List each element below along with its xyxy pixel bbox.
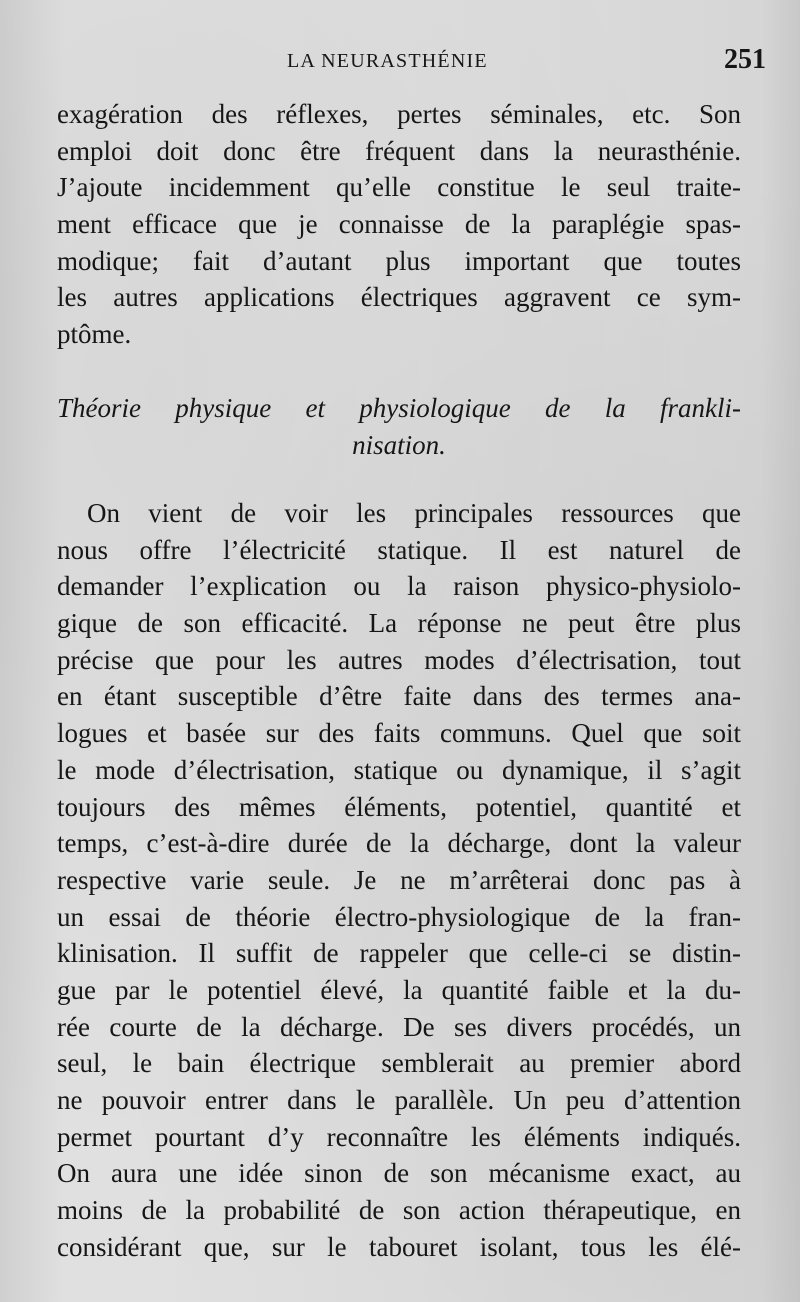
text-line: modique; fait d’autant plus important que toutes: [57, 245, 741, 276]
text-line: un essai de théorie électro-physiologique de la fran-: [57, 901, 741, 932]
text-line: ptôme.: [57, 319, 132, 350]
paragraph: [57, 495, 741, 1265]
text-line: On vient de voir les principales ressources que: [87, 498, 741, 528]
text-line: rée courte de la décharge. De ses divers procédés, un: [57, 1011, 741, 1042]
text-line: temps, c’est-à-dire durée de la décharge, dont la valeur: [57, 828, 741, 859]
text-line: gue par le potentiel élevé, la quantité faible et la du-: [57, 974, 741, 1005]
text-line: toujours des mêmes éléments, potentiel, quantité et: [57, 791, 741, 822]
running-head: [0, 44, 800, 80]
heading-line: nisation.: [352, 429, 446, 460]
text-line: nous offre l’électricité statique. Il est naturel de: [57, 534, 741, 565]
text-line: moins de la probabilité de son action thérapeutique, en: [57, 1195, 741, 1226]
text-line: précise que pour les autres modes d’électrisation, tout: [57, 644, 741, 675]
text-line: exagération des réflexes, pertes séminales, etc. Son: [57, 99, 741, 129]
heading-line: Théorie physique et physiologique de la frankli-: [57, 393, 741, 423]
text-line: les autres applications électriques aggravent ce sym-: [57, 282, 741, 313]
text-line: ne pouvoir entrer dans le parallèle. Un peu d’attention: [57, 1085, 741, 1115]
text-line: ment efficace que je connaisse de la paraplégie spas-: [57, 209, 741, 240]
text-line: klinisation. Il suffit de rappeler que celle-ci se distin-: [57, 938, 741, 969]
text-line: seul, le bain électrique semblerait au premier abord: [57, 1048, 741, 1079]
text-line: en étant susceptible d’être faite dans des termes ana-: [57, 681, 741, 712]
text-line: considérant que, sur le tabouret isolant, tous les élé-: [57, 1231, 741, 1262]
paragraph-continued: [57, 96, 741, 353]
running-title: LA NEURASTHÉNIE: [287, 50, 488, 72]
section-heading: [57, 390, 741, 463]
text-line: le mode d’électrisation, statique ou dynamique, il s’agit: [57, 754, 741, 785]
text-line: On aura une idée sinon de son mécanisme exact, au: [57, 1158, 741, 1189]
text-line: gique de son efficacité. La réponse ne peut être plus: [57, 608, 741, 639]
page-number: 251: [724, 44, 766, 75]
text-line: J’ajoute incidemment qu’elle constitue le seul traite-: [57, 172, 741, 203]
text-line: respective varie seule. Je ne m’arrêterai donc pas à: [57, 864, 741, 895]
text-line: demander l’explication ou la raison physico-physiolo-: [57, 571, 741, 602]
text-line: emploi doit donc être fréquent dans la neurasthénie.: [57, 135, 741, 166]
text-line: permet pourtant d’y reconnaître les éléments indiqués.: [57, 1121, 741, 1152]
text-line: logues et basée sur des faits communs. Quel que soit: [57, 718, 741, 749]
